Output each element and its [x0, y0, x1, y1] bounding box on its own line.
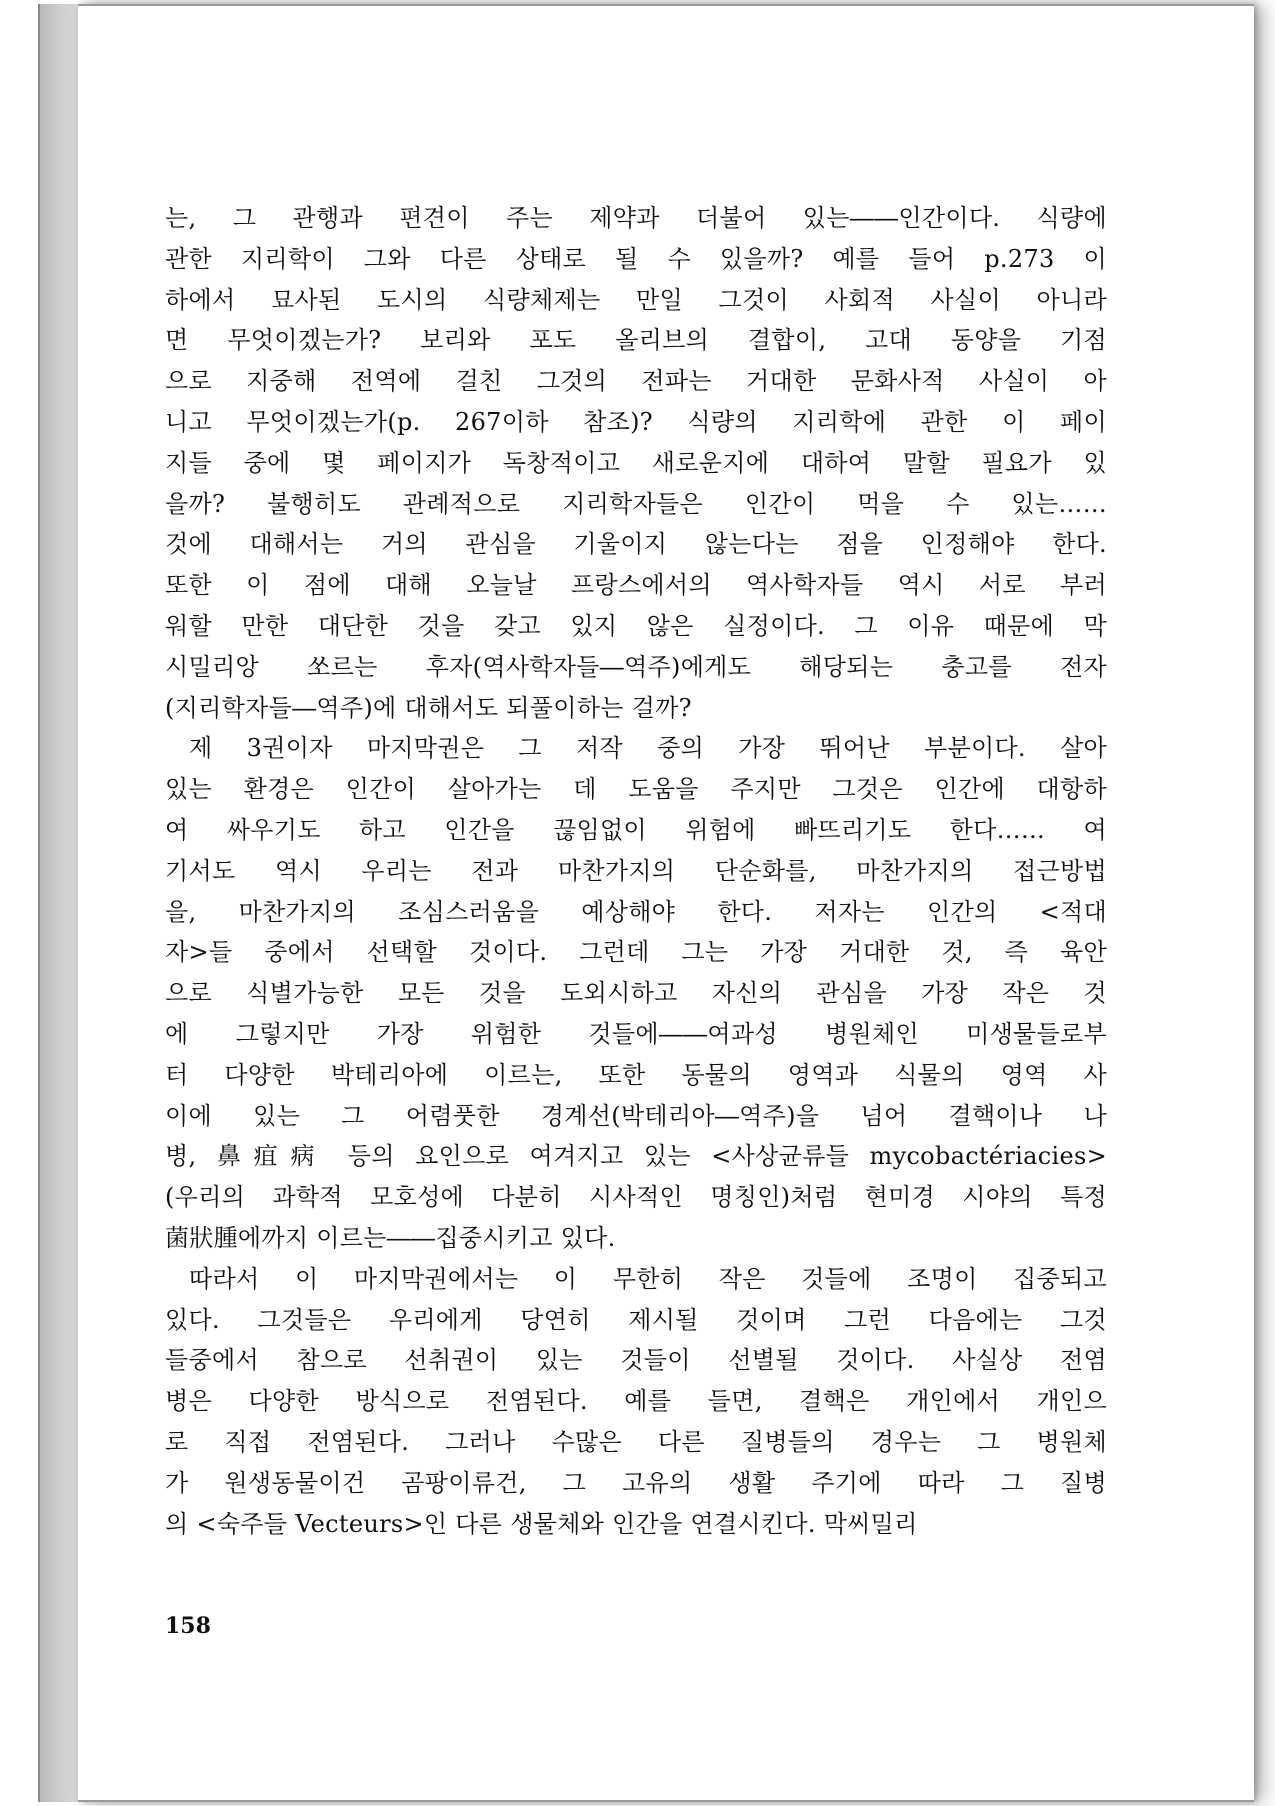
text-line: 따라서 이 마지막권에서는 이 무한히 작은 것들에 조명이 집중되고: [189, 1264, 1107, 1293]
text-line: 병은 다양한 방식으로 전염된다. 예를 들면, 결핵은 개인에서 개인으: [165, 1387, 1107, 1416]
text-line: 자>들 중에서 선택할 것이다. 그런데 그는 가장 거대한 것, 즉 육안: [165, 938, 1107, 967]
text-line: 이에 있는 그 어렴풋한 경계선(박테리아―역주)을 넘어 결핵이나 나: [165, 1101, 1107, 1130]
text-line: 제 3권이자 마지막권은 그 저작 중의 가장 뛰어난 부분이다. 살아: [189, 734, 1107, 763]
text-line: 는, 그 관행과 편견이 주는 제약과 더불어 있는――인간이다. 식량에: [165, 204, 1107, 232]
text-line: 것에 대해서는 거의 관심을 기울이지 않는다는 점을 인정해야 한다.: [165, 530, 1107, 559]
text-line: 니고 무엇이겠는가(p. 267이하 참조)? 식량의 지리학에 관한 이 페이: [165, 407, 1107, 436]
paragraph: [165, 198, 1107, 728]
text-line: 시밀리앙 쏘르는 후자(역사학자들―역주)에게도 해당되는 충고를 전자: [165, 652, 1107, 681]
text-line: 하에서 묘사된 도시의 식량체제는 만일 그것이 사회적 사실이 아니라: [165, 285, 1107, 314]
page-number: 158: [165, 1613, 211, 1639]
text-line: (지리학자들―역주)에 대해서도 되풀이하는 걸까?: [165, 693, 692, 722]
text-line: 또한 이 점에 대해 오늘날 프랑스에서의 역사학자들 역시 서로 부러: [165, 571, 1107, 600]
paragraph: [165, 1259, 1107, 1545]
text-line: (우리의 과학적 모호성에 다분히 시사적인 명칭인)처럼 현미경 시야의 특정: [165, 1183, 1107, 1212]
text-line: 있다. 그것들은 우리에게 당연히 제시될 것이며 그런 다음에는 그것: [165, 1305, 1107, 1334]
book-spine: [38, 4, 78, 1802]
body-text: [165, 198, 1107, 1544]
paragraph: [165, 728, 1107, 1258]
text-line: 터 다양한 박테리아에 이르는, 또한 동물의 영역과 식물의 영역 사: [165, 1060, 1107, 1089]
text-line: 있는 환경은 인간이 살아가는 데 도움을 주지만 그것은 인간에 대항하: [165, 775, 1107, 804]
text-line: 면 무엇이겠는가? 보리와 포도 올리브의 결합이, 고대 동양을 기점: [165, 326, 1107, 355]
text-line: 들중에서 참으로 선취권이 있는 것들이 선별될 것이다. 사실상 전염: [165, 1346, 1107, 1375]
text-line: 관한 지리학이 그와 다른 상태로 될 수 있을까? 예를 들어 p.273 이: [165, 244, 1107, 273]
text-line: 워할 만한 대단한 것을 갖고 있지 않은 실정이다. 그 이유 때문에 막: [165, 611, 1107, 640]
text-line: 병, 鼻疽病 등의 요인으로 여겨지고 있는 <사상균류들 mycobactériacies>: [165, 1142, 1107, 1171]
text-line: 으로 지중해 전역에 걸친 그것의 전파는 거대한 문화사적 사실이 아: [165, 367, 1107, 396]
text-line: 지들 중에 몇 페이지가 독창적이고 새로운지에 대하여 말할 필요가 있: [165, 448, 1107, 477]
text-line: 기서도 역시 우리는 전과 마찬가지의 단순화를, 마찬가지의 접근방법: [165, 856, 1107, 885]
text-line: 으로 식별가능한 모든 것을 도외시하고 자신의 관심을 가장 작은 것: [165, 979, 1107, 1008]
text-line: 가 원생동물이건 곰팡이류건, 그 고유의 생활 주기에 따라 그 질병: [165, 1468, 1107, 1497]
text-line: 菌狀腫에까지 이르는――집중시키고 있다.: [165, 1223, 616, 1252]
text-line: 여 싸우기도 하고 인간을 끊임없이 위험에 빠뜨리기도 한다…… 여: [165, 815, 1107, 844]
text-line: 을까? 불행히도 관례적으로 지리학자들은 인간이 먹을 수 있는……: [165, 489, 1107, 518]
text-line: 로 직접 전염된다. 그러나 수많은 다른 질병들의 경우는 그 병원체: [165, 1427, 1107, 1456]
text-line: 의 <숙주들 Vecteurs>인 다른 생물체와 인간을 연결시킨다. 막씨밀리: [165, 1509, 918, 1538]
text-line: 에 그렇지만 가장 위험한 것들에――여과성 병원체인 미생물들로부: [165, 1019, 1107, 1048]
text-line: 을, 마찬가지의 조심스러움을 예상해야 한다. 저자는 인간의 <적대: [165, 897, 1107, 926]
